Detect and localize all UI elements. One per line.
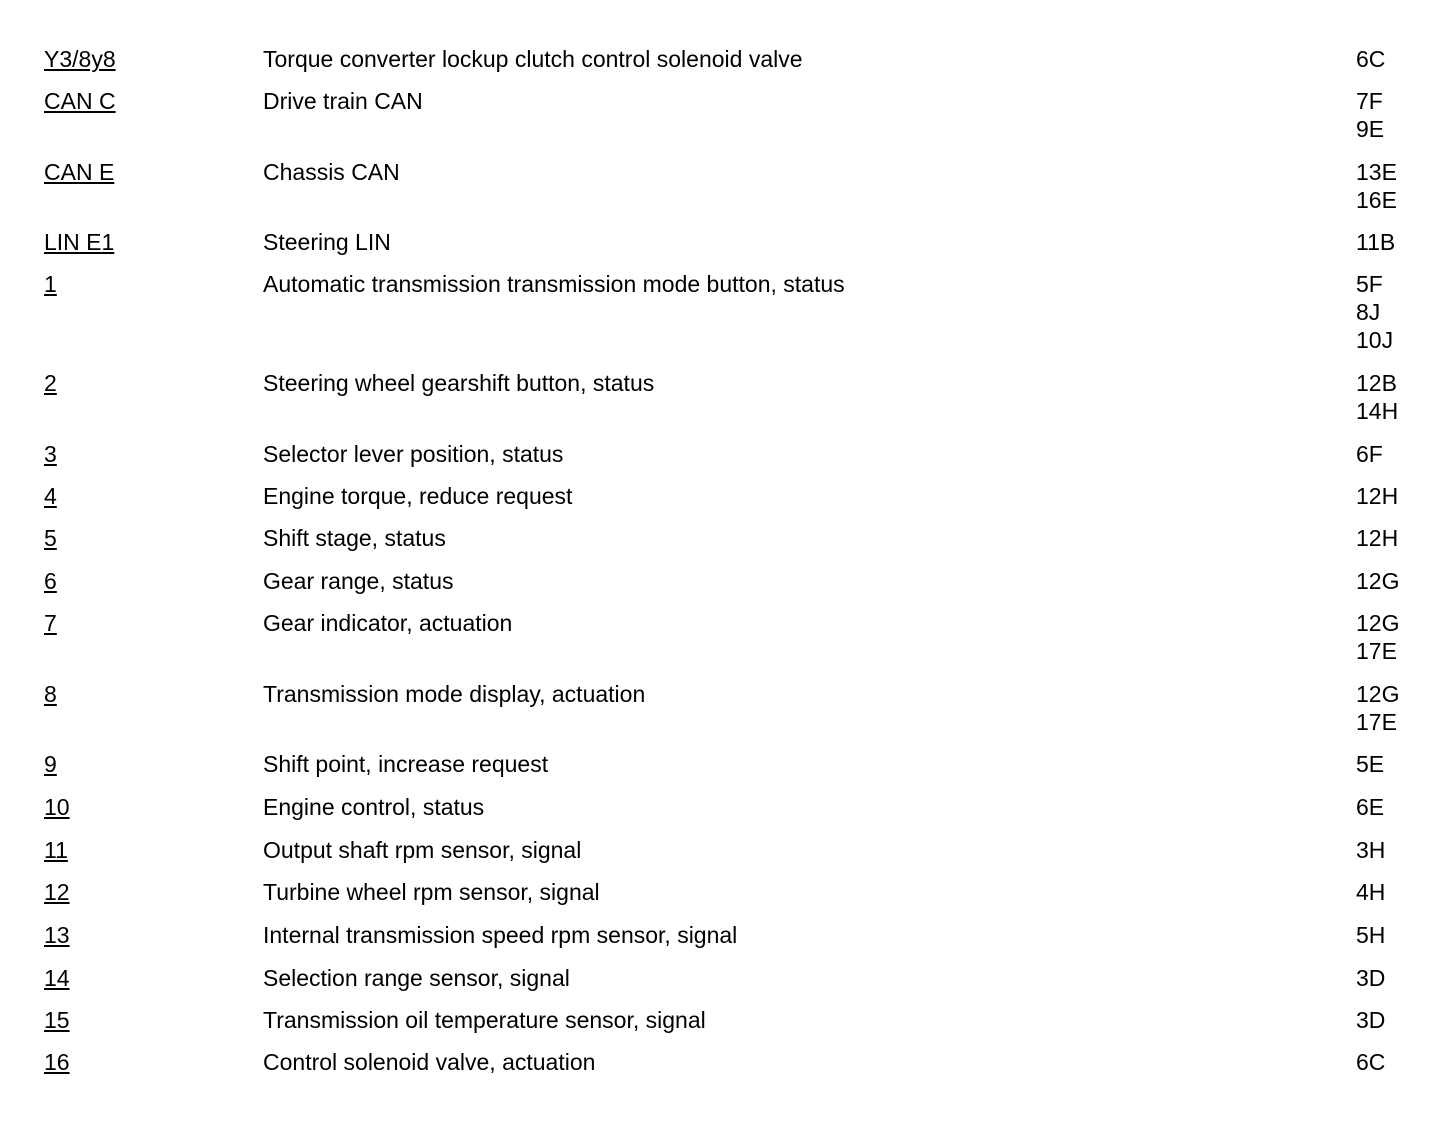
legend-code-link[interactable]: 5 xyxy=(44,525,57,551)
grid-ref: 14H xyxy=(1356,398,1399,424)
legend-grid-refs xyxy=(1356,524,1398,552)
legend-description: Steering LIN xyxy=(263,229,391,255)
grid-ref: 9E xyxy=(1356,116,1385,142)
legend-code-link[interactable]: 3 xyxy=(44,441,57,467)
legend-code-link[interactable]: 13 xyxy=(44,922,70,948)
legend-description: Automatic transmission transmission mode button, status xyxy=(263,271,845,297)
legend-description: Engine torque, reduce request xyxy=(263,483,573,509)
legend-code-link[interactable]: 8 xyxy=(44,681,57,707)
grid-ref: 5E xyxy=(1356,751,1385,777)
legend-grid-refs xyxy=(1356,45,1385,73)
legend-description: Internal transmission speed rpm sensor, signal xyxy=(263,922,738,948)
legend-code-link[interactable]: 16 xyxy=(44,1049,70,1075)
legend-description: Gear range, status xyxy=(263,568,454,594)
legend-description: Torque converter lockup clutch control solenoid valve xyxy=(263,46,803,72)
grid-ref: 12H xyxy=(1356,483,1399,509)
legend-code-link[interactable]: 10 xyxy=(44,794,70,820)
grid-ref: 17E xyxy=(1356,638,1397,664)
legend-grid-refs xyxy=(1356,87,1384,143)
grid-ref: 6E xyxy=(1356,794,1385,820)
grid-ref: 5F xyxy=(1356,271,1383,297)
legend-code-link[interactable]: 2 xyxy=(44,370,57,396)
legend-description: Steering wheel gearshift button, status xyxy=(263,370,655,396)
legend-grid-refs xyxy=(1356,158,1397,214)
grid-ref: 3D xyxy=(1356,1007,1386,1033)
legend-grid-refs xyxy=(1356,440,1383,468)
legend-grid-refs xyxy=(1356,964,1385,992)
legend-description: Drive train CAN xyxy=(263,88,423,114)
grid-ref: 8J xyxy=(1356,299,1381,325)
grid-ref: 13E xyxy=(1356,159,1397,185)
legend-description: Gear indicator, actuation xyxy=(263,610,513,636)
legend-description: Selection range sensor, signal xyxy=(263,965,570,991)
legend-description: Engine control, status xyxy=(263,794,485,820)
legend-grid-refs xyxy=(1356,836,1385,864)
grid-ref: 12G xyxy=(1356,568,1400,594)
legend-code-link[interactable]: CAN C xyxy=(44,88,116,114)
legend-grid-refs xyxy=(1356,609,1399,665)
grid-ref: 10J xyxy=(1356,327,1394,353)
legend-code-link[interactable]: 12 xyxy=(44,879,70,905)
legend-description: Selector lever position, status xyxy=(263,441,564,467)
grid-ref: 6F xyxy=(1356,441,1383,467)
legend-grid-refs xyxy=(1356,567,1399,595)
grid-ref: 12G xyxy=(1356,681,1400,707)
legend-description: Control solenoid valve, actuation xyxy=(263,1049,596,1075)
legend-code-link[interactable]: 11 xyxy=(44,837,68,863)
legend-code-link[interactable]: 9 xyxy=(44,751,57,777)
legend-grid-refs xyxy=(1356,482,1398,510)
legend-code-link[interactable]: 4 xyxy=(44,483,57,509)
legend-description: Turbine wheel rpm sensor, signal xyxy=(263,879,600,905)
grid-ref: 6C xyxy=(1356,1049,1386,1075)
grid-ref: 11B xyxy=(1356,229,1396,255)
legend-description: Output shaft rpm sensor, signal xyxy=(263,837,582,863)
legend-code-link[interactable]: 1 xyxy=(44,271,57,297)
legend-description: Transmission mode display, actuation xyxy=(263,681,646,707)
grid-ref: 6C xyxy=(1356,46,1386,72)
legend-code-link[interactable]: LIN E1 xyxy=(44,229,115,255)
grid-ref: 16E xyxy=(1356,187,1397,213)
grid-ref: 12B xyxy=(1356,370,1397,396)
grid-ref: 5H xyxy=(1356,922,1386,948)
legend-code-link[interactable]: 15 xyxy=(44,1007,70,1033)
legend-grid-refs xyxy=(1356,680,1399,736)
legend-grid-refs xyxy=(1356,793,1384,821)
grid-ref: 4H xyxy=(1356,879,1386,905)
legend-description: Chassis CAN xyxy=(263,159,400,185)
legend-description: Shift point, increase request xyxy=(263,751,549,777)
grid-ref: 17E xyxy=(1356,709,1397,735)
legend-grid-refs xyxy=(1356,369,1398,425)
grid-ref: 3D xyxy=(1356,965,1386,991)
legend-grid-refs xyxy=(1356,921,1385,949)
legend-grid-refs xyxy=(1356,270,1393,354)
legend-grid-refs xyxy=(1356,878,1385,906)
legend-grid-refs xyxy=(1356,228,1395,256)
legend-code-link[interactable]: 7 xyxy=(44,610,57,636)
grid-ref: 12H xyxy=(1356,525,1399,551)
legend-grid-refs xyxy=(1356,1006,1385,1034)
legend-code-link[interactable]: CAN E xyxy=(44,159,115,185)
legend-code-link[interactable]: 6 xyxy=(44,568,57,594)
legend-grid-refs xyxy=(1356,750,1384,778)
grid-ref: 12G xyxy=(1356,610,1400,636)
legend-code-link[interactable]: Y3/8y8 xyxy=(44,46,116,72)
legend-description: Transmission oil temperature sensor, signal xyxy=(263,1007,706,1033)
legend-code-link[interactable]: 14 xyxy=(44,965,70,991)
grid-ref: 7F xyxy=(1356,88,1383,114)
legend-grid-refs xyxy=(1356,1048,1385,1076)
grid-ref: 3H xyxy=(1356,837,1386,863)
legend-description: Shift stage, status xyxy=(263,525,446,551)
